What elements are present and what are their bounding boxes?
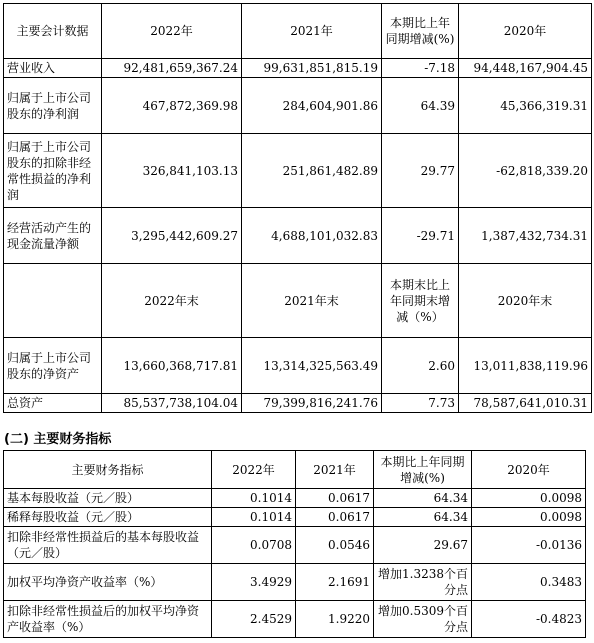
cell-2022: 85,537,738,104.04: [102, 394, 242, 413]
table-row: [4, 208, 592, 264]
header-cell: 2022年末: [102, 264, 242, 338]
cell-2022: 3,295,442,609.27: [102, 208, 242, 264]
cell-change: 29.67: [374, 527, 472, 564]
section-title: (二) 主要财务指标: [4, 432, 112, 447]
table-row: [4, 601, 586, 638]
cell-2020: 0.3483: [472, 564, 586, 601]
header-cell: 2021年: [242, 4, 382, 59]
header-cell: 本期末比上年同期末增减（%）: [382, 264, 459, 338]
header-cell: 主要会计数据: [4, 4, 102, 59]
cell-2020: -0.0136: [472, 527, 586, 564]
cell-2022: 0.1014: [212, 489, 296, 508]
cell-2021: 2.1691: [296, 564, 374, 601]
cell-2020: 94,448,167,904.45: [459, 59, 592, 78]
row-label: 基本每股收益（元／股）: [4, 489, 212, 508]
row-label: 归属于上市公司股东的净利润: [4, 78, 102, 134]
row-label: 归属于上市公司股东的净资产: [4, 338, 102, 394]
cell-2022: 0.1014: [212, 508, 296, 527]
cell-2021: 0.0617: [296, 489, 374, 508]
cell-2020: -62,818,339.20: [459, 134, 592, 208]
row-label: 经营活动产生的现金流量净额: [4, 208, 102, 264]
cell-2020: 0.0098: [472, 508, 586, 527]
row-label: 扣除非经常性损益后的基本每股收益（元／股）: [4, 527, 212, 564]
header-cell: 2020年: [472, 451, 586, 489]
cell-2020: 78,587,641,010.31: [459, 394, 592, 413]
cell-change: 64.39: [382, 78, 459, 134]
table-row: [4, 134, 592, 208]
row-label: 总资产: [4, 394, 102, 413]
cell-2022: 3.4929: [212, 564, 296, 601]
cell-2022: 92,481,659,367.24: [102, 59, 242, 78]
cell-2020: 1,387,432,734.31: [459, 208, 592, 264]
table-row: [4, 338, 592, 394]
header-cell: 2020年末: [459, 264, 592, 338]
header-cell: 主要财务指标: [4, 451, 212, 489]
cell-2021: 4,688,101,032.83: [242, 208, 382, 264]
header-cell: [4, 264, 102, 338]
cell-2021: 251,861,482.89: [242, 134, 382, 208]
cell-2021: 79,399,816,241.76: [242, 394, 382, 413]
table-row: [4, 489, 586, 508]
cell-change: 64.34: [374, 489, 472, 508]
cell-change: 增加0.5309个百分点: [374, 601, 472, 638]
cell-change: 增加1.3238个百分点: [374, 564, 472, 601]
header-cell: 2021年末: [242, 264, 382, 338]
row-label: 归属于上市公司股东的扣除非经常性损益的净利润: [4, 134, 102, 208]
cell-2021: 13,314,325,563.49: [242, 338, 382, 394]
header-cell: 2020年: [459, 4, 592, 59]
table-header-row: [4, 451, 586, 489]
cell-2021: 1.9220: [296, 601, 374, 638]
cell-2022: 467,872,369.98: [102, 78, 242, 134]
header-cell: 2021年: [296, 451, 374, 489]
row-label: 扣除非经常性损益后的加权平均净资产收益率（%）: [4, 601, 212, 638]
row-label: 营业收入: [4, 59, 102, 78]
accounting-data-table: [3, 3, 592, 413]
cell-2020: -0.4823: [472, 601, 586, 638]
cell-2020: 45,366,319.31: [459, 78, 592, 134]
table-row: [4, 527, 586, 564]
header-cell: 2022年: [102, 4, 242, 59]
cell-2022: 326,841,103.13: [102, 134, 242, 208]
cell-2022: 13,660,368,717.81: [102, 338, 242, 394]
cell-change: 29.77: [382, 134, 459, 208]
cell-2021: 0.0617: [296, 508, 374, 527]
cell-change: -29.71: [382, 208, 459, 264]
table-row: [4, 394, 592, 413]
cell-2021: 0.0546: [296, 527, 374, 564]
cell-2020: 0.0098: [472, 489, 586, 508]
header-cell: 本期比上年同期增减(%): [374, 451, 472, 489]
cell-2021: 99,631,851,815.19: [242, 59, 382, 78]
table-row: [4, 59, 592, 78]
row-label: 加权平均净资产收益率（%）: [4, 564, 212, 601]
cell-2022: 2.4529: [212, 601, 296, 638]
table-row: [4, 564, 586, 601]
cell-2020: 13,011,838,119.96: [459, 338, 592, 394]
cell-change: 2.60: [382, 338, 459, 394]
table-header-row: [4, 4, 592, 59]
cell-change: 64.34: [374, 508, 472, 527]
header-cell: 本期比上年同期增减(%): [382, 4, 459, 59]
cell-change: -7.18: [382, 59, 459, 78]
financial-indicators-table: [3, 450, 586, 638]
header-cell: 2022年: [212, 451, 296, 489]
cell-change: 7.73: [382, 394, 459, 413]
table-row: [4, 508, 586, 527]
cell-2021: 284,604,901.86: [242, 78, 382, 134]
row-label: 稀释每股收益（元／股）: [4, 508, 212, 527]
cell-2022: 0.0708: [212, 527, 296, 564]
table-header-row: [4, 264, 592, 338]
table-row: [4, 78, 592, 134]
